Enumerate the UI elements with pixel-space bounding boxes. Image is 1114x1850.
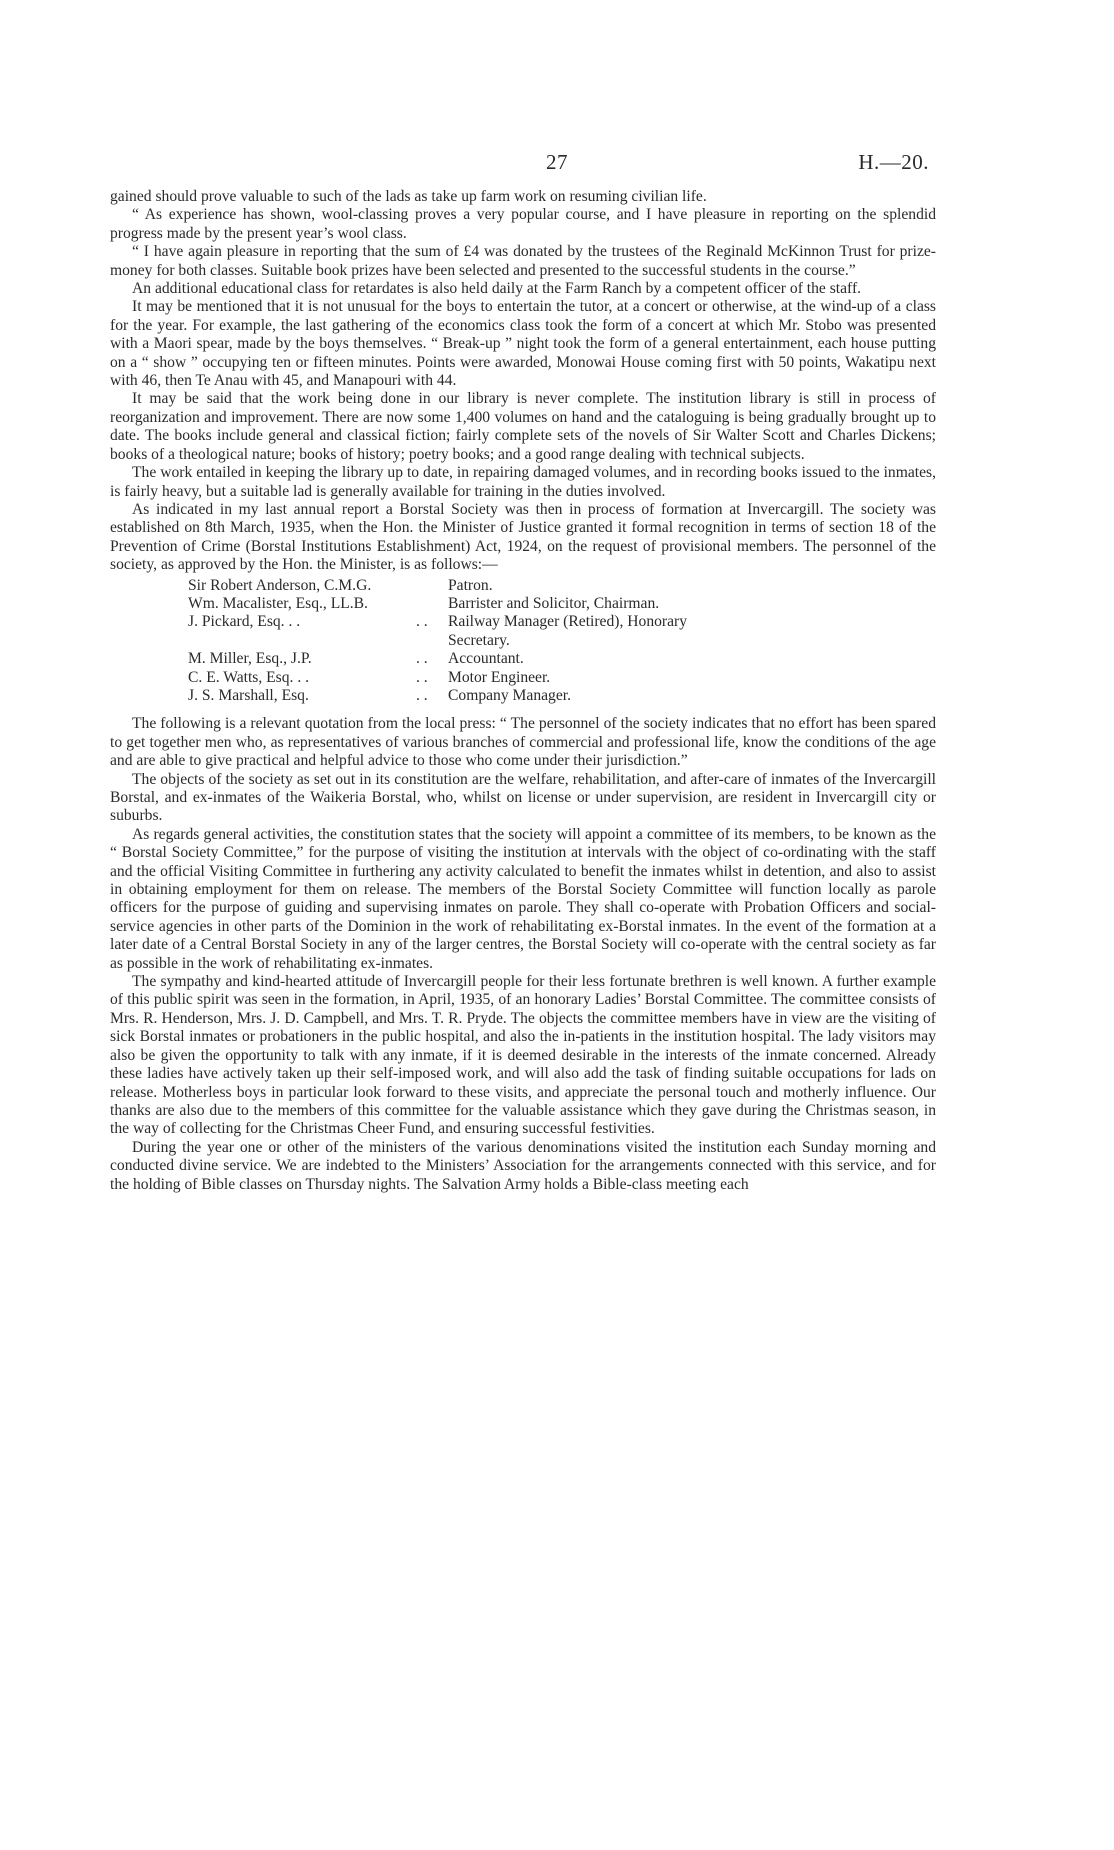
paragraph: As regards general activities, the constitution states that the society will appoint a committee of its members, to be known as the “ Borstal Society Committee,” for the purpose of visiting the institution at intervals with the object of co-ordinating with the staff and the official Visiting Committee in furthering any activity calculated to benefit the inmates whilst in detention, and also to assist in obtaining employment for them on release. The members of the Borstal Society Committee will function locally as parole officers for the purpose of guiding and supervising inmates on parole. They shall co-operate with Probation Officers and social-service agencies in other parts of the Dominion in the work of rehabilitating ex-Borstal inmates. In the event of the formation at a later date of a Central Borstal Society in any of the larger centres, the Borstal Society will co-operate with the central society as far as possible in the work of rehabilitating ex-inmates. [110, 825, 936, 972]
paragraph: It may be said that the work being done in our library is never complete. The institution library is still in process of reorganization and improvement. There are now some 1,400 volumes on hand and the cataloguing is being gradually brought up to date. The books include general and classical fiction; fairly complete sets of the novels of Sir Walter Scott and Charles Dickens; books of a theological nature; books of history; poetry books; and a good range dealing with technical subjects. [110, 390, 936, 463]
personnel-list [110, 577, 936, 706]
personnel-row [110, 669, 936, 687]
document-reference: H.—20. [858, 150, 929, 174]
personnel-name: J. S. Marshall, Esq. [188, 686, 309, 704]
personnel-name: C. E. Watts, Esq. . . [188, 668, 310, 686]
personnel-role: Accountant. [448, 650, 524, 668]
personnel-role: Company Manager. [448, 686, 571, 704]
paragraph: The following is a relevant quotation from the local press: “ The personnel of the society indicates that no effort has been spared to get together men who, as representatives of various branches of commercial and professional life, know the conditions of the age and are able to give practical and helpful advice to those who come under their jurisdiction.” [110, 715, 936, 770]
personnel-name: J. Pickard, Esq. . . [188, 613, 301, 631]
paragraph: gained should prove valuable to such of the lads as take up farm work on resuming civilian life. [110, 188, 707, 205]
leader-dots: . . [416, 668, 428, 686]
leader-dots: . . [416, 613, 428, 631]
leader-dots: . . [416, 686, 428, 704]
personnel-name: Wm. Macalister, Esq., LL.B. [188, 594, 368, 612]
personnel-role: Motor Engineer. [448, 668, 551, 686]
personnel-role: Railway Manager (Retired), Honorary Secretary. [448, 613, 688, 649]
paragraph: During the year one or other of the ministers of the various denominations visited the institution each Sunday morning and conducted divine service. We are indebted to the Ministers’ Association for the arrangements connected with this service, and for the holding of Bible classes on Thursday nights. The Salvation Army holds a Bible-class meeting each [110, 1138, 936, 1193]
paragraph: The sympathy and kind-hearted attitude of Invercargill people for their less fortunate brethren is well known. A further example of this public spirit was seen in the formation, in April, 1935, of an honorary Ladies’ Borstal Committee. The committee consists of Mrs. R. Henderson, Mrs. J. D. Campbell, and Mrs. T. R. Pryde. The objects the committee members have in view are the visiting of sick Borstal inmates or probationers in the public hospital, and also the in-patients in the institution hospital. The lady visitors may also be given the opportunity to talk with any inmate, if it is deemed desirable in the interests of the inmate concerned. Already these ladies have actively taken up their self-imposed work, and will also add the task of finding suitable occupations for lads on release. Motherless boys in particular look forward to these visits, and appreciate the personal touch and motherly influence. Our thanks are also due to the members of this committee for the valuable assistance which they gave during the Christmas season, in the way of collecting for the Christmas Cheer Fund, and ensuring successful festivities. [110, 973, 936, 1138]
personnel-role: Barrister and Solicitor, Chairman. [448, 594, 660, 612]
page-number: 27 [546, 150, 568, 174]
leader-dots: . . [416, 650, 428, 668]
paragraph: It may be mentioned that it is not unusual for the boys to entertain the tutor, at a concert or otherwise, at the wind-up of a class for the year. For example, the last gathering of the economics class took the form of a concert at which Mr. Stobo was presented with a Maori spear, made by the boys themselves. “ Break-up ” night took the form of a general entertainment, each house putting on a “ show ” occupying ten or fifteen minutes. Points were awarded, Monowai House coming first with 50 points, Wakatipu next with 46, then Te Anau with 45, and Manapouri with 44. [110, 298, 936, 390]
personnel-row [110, 687, 936, 705]
document-body [110, 188, 936, 1194]
paragraph: As indicated in my last annual report a Borstal Society was then in process of formation at Invercargill. The society was established on 8th March, 1935, when the Hon. the Minister of Justice granted it formal recognition in terms of section 18 of the Prevention of Crime (Borstal Institutions Establishment) Act, 1924, on the request of provisional members. The personnel of the society, as approved by the Hon. the Minister, is as follows:— [110, 500, 936, 574]
paragraph: “ I have again pleasure in reporting that the sum of £4 was donated by the trustees of the Reginald McKinnon Trust for prize-money for both classes. Suitable book prizes have been selected and presented to the successful students in the course.” [110, 243, 936, 279]
personnel-row [110, 613, 936, 650]
personnel-name: Sir Robert Anderson, C.M.G. [188, 576, 372, 594]
personnel-row [110, 650, 936, 668]
paragraph: The objects of the society as set out in its constitution are the welfare, rehabilitation, and after-care of inmates of the Invercargill Borstal, and ex-inmates of the Waikeria Borstal, who, whilst on license or under supervision, are resident in Invercargill city or suburbs. [110, 770, 936, 825]
paragraph: “ As experience has shown, wool-classing proves a very popular course, and I have pleasure in reporting on the splendid progress made by the present year’s wool class. [110, 206, 936, 242]
personnel-name: M. Miller, Esq., J.P. [188, 650, 312, 668]
paragraph: An additional educational class for retardates is also held daily at the Farm Ranch by a competent officer of the staff. [132, 280, 862, 298]
personnel-role: Patron. [448, 576, 493, 594]
personnel-row [110, 577, 936, 595]
personnel-row [110, 595, 936, 613]
paragraph: The work entailed in keeping the library up to date, in repairing damaged volumes, and in recording books issued to the inmates, is fairly heavy, but a suitable lad is generally available for training in the duties involved. [110, 464, 936, 500]
